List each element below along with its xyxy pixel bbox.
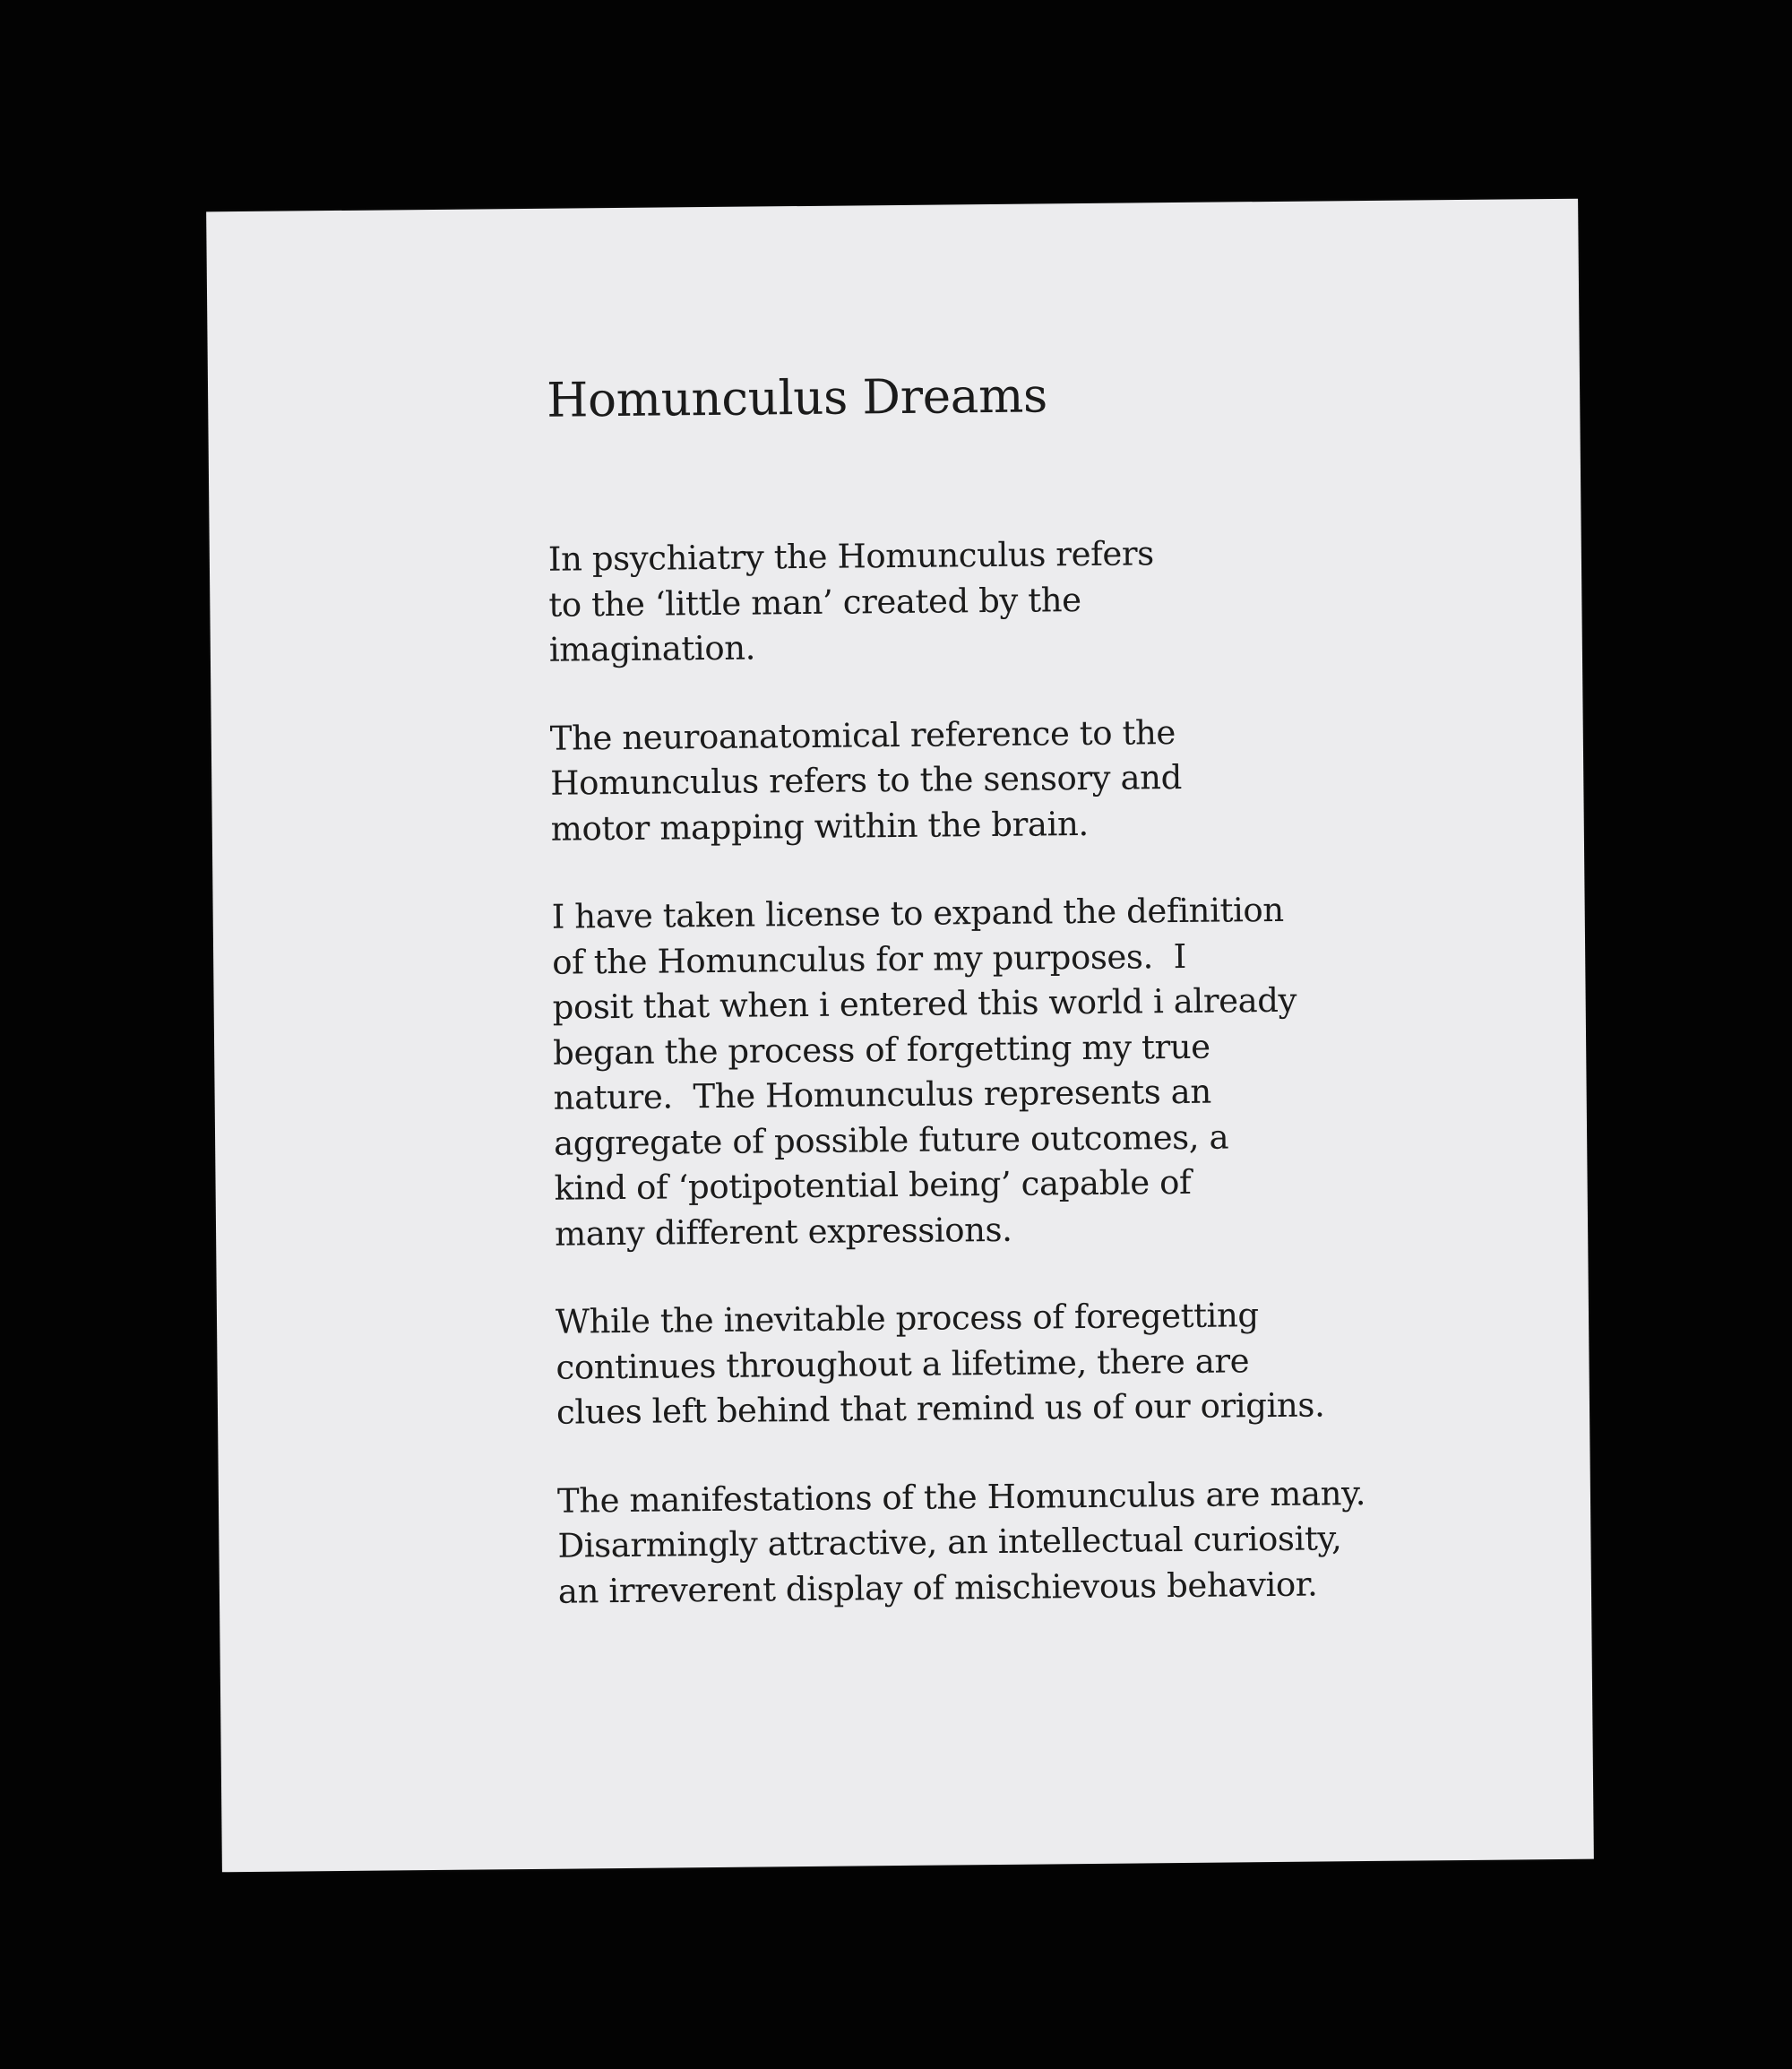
- text-line: clues left behind that remind us of our origins.: [556, 1385, 1325, 1432]
- text-line: an irreverent display of mischievous behavior.: [557, 1565, 1318, 1611]
- text-line: of the Homunculus for my purposes. I: [551, 936, 1187, 982]
- text-line: I have taken license to expand the definition: [551, 890, 1284, 936]
- text-line: In psychiatry the Homunculus refers: [547, 534, 1154, 579]
- text-line: to the ‘little man’ created by the: [548, 580, 1081, 625]
- paragraph-1: [548, 528, 1535, 673]
- text-line: nature. The Homunculus represents an: [553, 1072, 1211, 1117]
- document-body: [548, 528, 1544, 1615]
- text-line: began the process of forgetting my true: [552, 1027, 1210, 1073]
- text-line: posit that when i entered this world i already: [552, 980, 1297, 1027]
- paragraph-2: [550, 707, 1537, 852]
- text-line: While the inevitable process of foregetting: [555, 1296, 1259, 1341]
- document-content: [547, 360, 1545, 1657]
- text-line: continues throughout a lifetime, there are: [556, 1341, 1250, 1387]
- text-line: kind of ‘potipotential being’ capable of: [554, 1162, 1192, 1208]
- paragraph-5: [557, 1470, 1544, 1615]
- text-line: motor mapping within the brain.: [550, 804, 1089, 849]
- text-line: Disarmingly attractive, an intellectual curiosity,: [557, 1519, 1342, 1565]
- paragraph-4: [556, 1290, 1542, 1435]
- paper-sheet: [206, 199, 1594, 1873]
- document-title: Homunculus Dreams: [546, 368, 1048, 428]
- text-line: Homunculus refers to the sensory and: [550, 757, 1183, 803]
- text-line: imagination.: [548, 628, 756, 669]
- text-line: aggregate of possible future outcomes, a: [553, 1116, 1229, 1163]
- paragraph-3: [551, 885, 1540, 1257]
- text-line: many different expressions.: [554, 1210, 1012, 1254]
- text-line: The neuroanatomical reference to the: [549, 712, 1176, 758]
- text-line: The manifestations of the Homunculus are many.: [556, 1473, 1366, 1521]
